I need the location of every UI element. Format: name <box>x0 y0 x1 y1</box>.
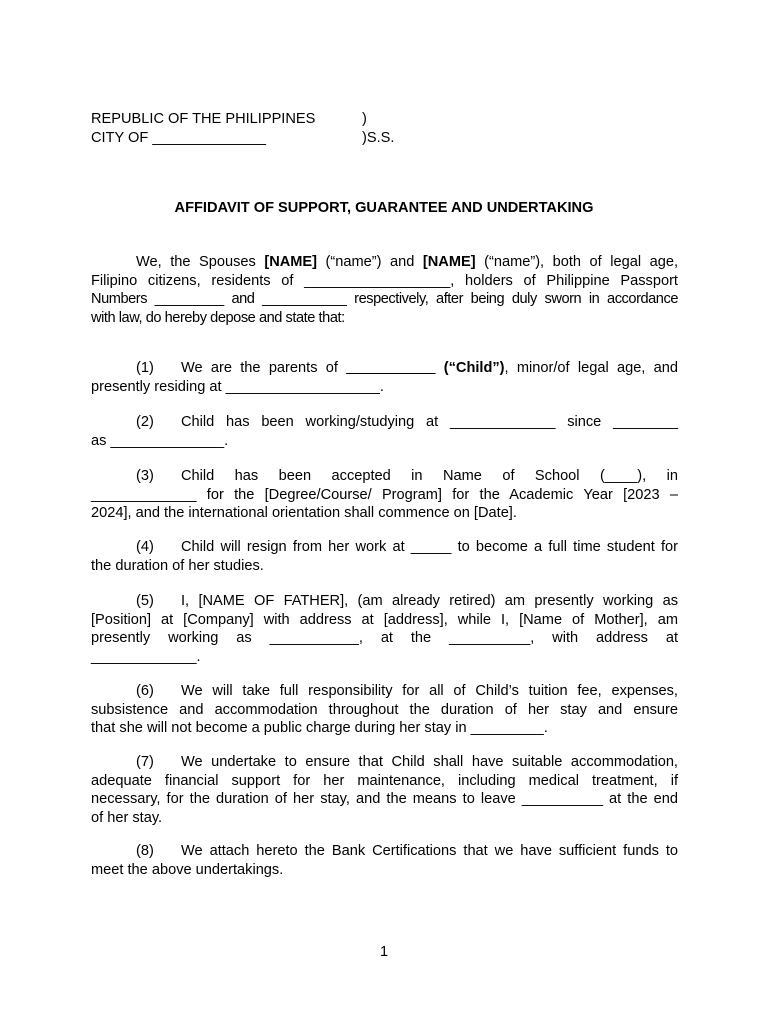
p4-number: (4) <box>136 539 154 555</box>
intro-line-2: Filipino citizens, residents of __________________, holders of Philippine Passport <box>91 272 678 289</box>
caption-row-city <box>91 129 691 148</box>
p5-line-2: [Position] at [Company] with address at [address], while I, [Name of Mother], am <box>91 611 678 628</box>
p1-number: (1) <box>136 360 154 376</box>
spouse-name-2: [NAME] <box>422 254 476 270</box>
p2-line-1: (2) Child has been working/studying at _____________ since ________ <box>136 414 678 430</box>
p5-line-4: _____________. <box>91 648 201 665</box>
paragraph-4 <box>91 538 678 575</box>
p6-line-2: subsistence and accommodation throughout the duration of her stay and ensure <box>91 701 678 718</box>
intro-line-3: Numbers _________ and ___________ respectively, after being duly sworn in accordance <box>91 291 678 307</box>
p5-line-1: (5) I, [NAME OF FATHER], (am already retired) am presently working as <box>136 593 678 609</box>
paragraph-1 <box>91 359 678 396</box>
p7-line-2: adequate financial support for her maintenance, including medical treatment, if <box>91 772 678 789</box>
caption-row-republic <box>91 110 691 129</box>
paragraph-7 <box>91 753 678 827</box>
venue-caption <box>91 110 691 148</box>
p7-line-4: of her stay. <box>91 809 163 826</box>
caption-republic-mark: ) <box>362 111 367 127</box>
p3-line-3: 2024], and the international orientation shall commence on [Date]. <box>91 505 517 521</box>
p7-number: (7) <box>136 754 154 770</box>
paragraph-2 <box>91 413 678 450</box>
intro-paragraph <box>91 253 678 327</box>
p1-line-2: presently residing at ___________________. <box>91 378 384 395</box>
p8-number: (8) <box>136 843 154 859</box>
document-title: AFFIDAVIT OF SUPPORT, GUARANTEE AND UNDERTAKING <box>174 200 594 216</box>
p2-line-2: as ______________. <box>91 432 229 449</box>
paragraph-3 <box>91 467 678 523</box>
caption-republic: REPUBLIC OF THE PHILIPPINES <box>91 111 316 127</box>
p7-line-1: (7) We undertake to ensure that Child shall have suitable accommodation, <box>136 754 678 770</box>
paragraph-6 <box>91 682 678 738</box>
p8-line-1: (8) We attach hereto the Bank Certifications that we have sufficient funds to <box>136 843 678 859</box>
p5-number: (5) <box>136 593 154 609</box>
p6-number: (6) <box>136 683 154 699</box>
caption-city: CITY OF ______________ <box>91 130 266 146</box>
p3-line-1: (3) Child has been accepted in Name of School (____), in <box>136 468 678 484</box>
caption-ss-mark: )S.S. <box>362 130 395 146</box>
p4-line-2: the duration of her studies. <box>91 557 264 574</box>
paragraph-5 <box>91 592 678 666</box>
p6-line-3: that she will not become a public charge during her stay in _________. <box>91 720 548 736</box>
page-number: 1 <box>379 944 389 960</box>
p1-line-1: (1) We are the parents of ___________ (“Child”), minor/of legal age, and <box>136 360 678 376</box>
p4-line-1: (4) Child will resign from her work at _____ to become a full time student for <box>136 539 678 555</box>
p7-line-3: necessary, for the duration of her stay, and the means to leave __________ at the end <box>91 791 678 807</box>
intro-line-4: with law, do hereby depose and state that: <box>91 309 345 326</box>
p3-line-2: _____________ for the [Degree/Course/ Program] for the Academic Year [2023 – <box>91 486 678 503</box>
p3-number: (3) <box>136 468 154 484</box>
spouse-name-1: [NAME] <box>264 254 318 270</box>
child-name-blank: ___________ <box>346 360 436 376</box>
p2-number: (2) <box>136 414 154 430</box>
intro-line-1: We, the Spouses [NAME] (“name”) and [NAME] (“name”), both of legal age, <box>136 254 678 270</box>
paragraph-8 <box>91 842 678 879</box>
p8-line-2: meet the above undertakings. <box>91 861 284 878</box>
p6-line-1: (6) We will take full responsibility for all of Child’s tuition fee, expenses, <box>136 683 678 699</box>
p5-line-3: presently working as ___________, at the __________, with address at <box>91 630 678 646</box>
child-label: (“Child”) <box>435 360 505 376</box>
